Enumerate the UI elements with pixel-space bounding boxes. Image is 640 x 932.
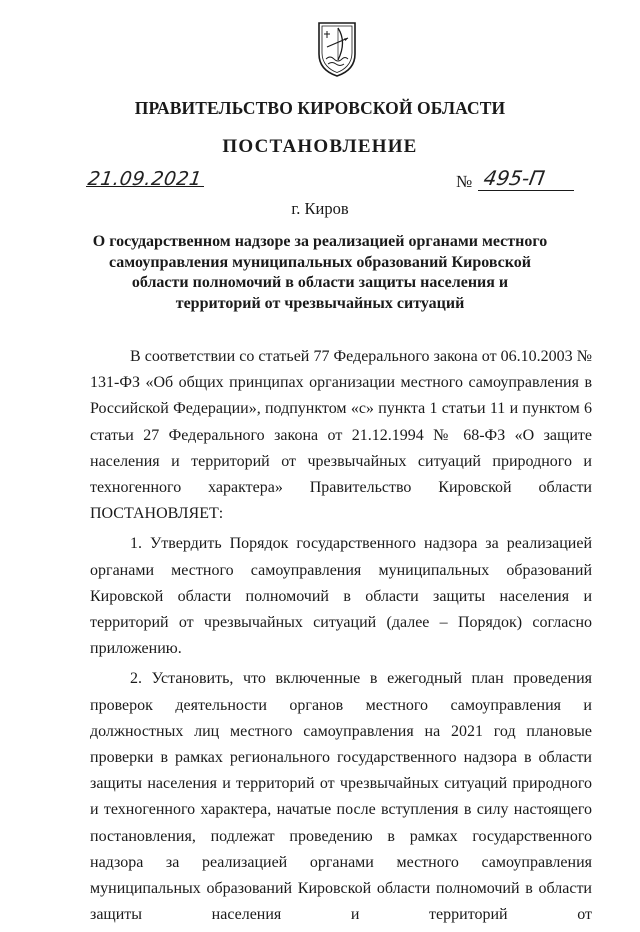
- date-underline: [86, 186, 204, 187]
- document-body: [90, 344, 592, 932]
- city-label: г. Киров: [291, 199, 349, 218]
- government-name: ПРАВИТЕЛЬСТВО КИРОВСКОЙ ОБЛАСТИ: [134, 98, 506, 118]
- document-type: ПОСТАНОВЛЕНИЕ: [222, 136, 418, 157]
- document-title: О государственном надзоре за реализацией органами местного самоуправления муниципальных образований Кировской области полномочий в области защиты населения и территорий от чрезвычайных ситуаций: [92, 233, 548, 312]
- coat-of-arms-icon: [316, 20, 358, 78]
- number-sign: №: [456, 172, 473, 191]
- number-underline: [478, 190, 574, 191]
- body-paragraph: 2. Установить, что включенные в ежегодный план проведения проверок деятельности органов местного самоуправления и должностных лиц местного самоуправления на 2021 год плановые проверки в рамках регионального государственного надзора в области защиты населения и территорий от чрезвычайных ситуаций природного и техногенного характера, начатые после вступления в силу настоящего постановления, подлежат проведению в рамках государственного надзора за реализацией органами местного самоуправления муниципальных образований Кировской области полномочий в области защиты населения и территорий от: [90, 670, 592, 924]
- document-number: 495-П: [481, 166, 547, 190]
- body-paragraph: 1. Утвердить Порядок государственного надзора за реализацией органами местного самоуправления муниципальных образований Кировской области полномочий в области защиты населения и территорий от чрезвычайных ситуаций (далее – Порядок) согласно приложению.: [90, 535, 592, 658]
- document-date: 21.09.2021: [86, 168, 204, 190]
- body-paragraph: В соответствии со статьей 77 Федерального закона от 06.10.2003 № 131-ФЗ «Об общих принципах организации местного самоуправления в Российской Федерации», подпунктом «с» пункта 1 статьи 11 и пунктом 6 статьи 27 Федерального закона от 21.12.1994 № 68-ФЗ «О защите населения и территорий от чрезвычайных ситуаций природного и техногенного характера» Правительство Кировской области ПОСТАНОВЛЯЕТ:: [90, 348, 592, 523]
